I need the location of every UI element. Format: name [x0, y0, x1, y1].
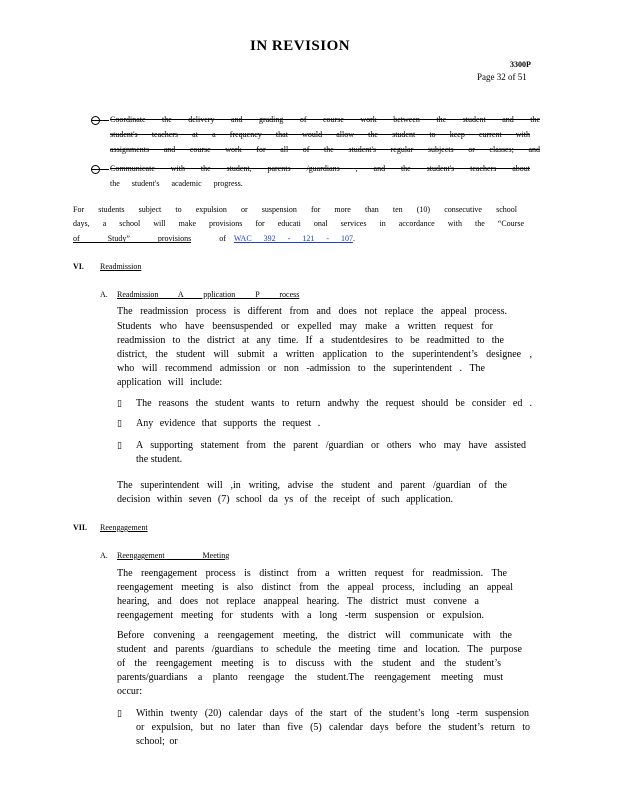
paragraph-line: Students who have beensuspended or expelled may make a written request for [117, 321, 493, 332]
list-item-text: the student. [136, 454, 183, 465]
line-prefix: of Study” provisions of [73, 234, 226, 243]
paragraph-line: parents/guardians a planto reengage the student.The reengagement meeting must [117, 672, 503, 683]
paragraph-line: application will include: [117, 377, 223, 388]
paragraph-line: The readmission process is different from and does not replace the appeal process. [117, 306, 507, 317]
paragraph-line: district, the student will submit a written application to the superintendent’s designee , [117, 349, 532, 360]
struck-line: student's teachers at a frequency that would allow the student to keep current with [110, 130, 530, 139]
struck-line: Coordinate the delivery and grading of course work between the student and the [110, 115, 540, 124]
struck-line: assignments and course work for all of the student's regular subjects or classes; and [110, 145, 540, 154]
line-suffix: . [353, 234, 355, 243]
subsection-letter: A. [100, 551, 108, 560]
subsection-heading: Reengagement Meeting [117, 551, 230, 560]
paragraph-line: occur: [117, 686, 142, 697]
paragraph-line: of the reengagement meeting is to discuss with the student and the student’s [117, 658, 501, 669]
paragraph-line: hearing, and does not replace anappeal hearing. The district must convene a [117, 596, 479, 607]
bullet-icon: ▯ [117, 708, 122, 718]
paragraph-line: Before convening a reengagement meeting, the district will communicate with the [117, 630, 512, 641]
paragraph-line: The reengagement process is distinct from a written request for readmission. The [117, 568, 507, 579]
paragraph-line: student and parents /guardians to schedule the meeting time and location. The purpose [117, 644, 522, 655]
list-item-text: Any evidence that supports the request . [136, 418, 321, 429]
paragraph-line: reengagement meeting for students with a long -term suspension or expulsion. [117, 610, 484, 621]
section-number: VII. [73, 523, 88, 532]
wac-link[interactable]: WAC 392 - 121 - 107 [233, 234, 353, 243]
list-item-text: school; or [136, 736, 178, 747]
bullet-icon: ▯ [117, 398, 122, 408]
list-item-text: A supporting statement from the parent /guardian or others who may have assisted [136, 440, 526, 451]
page-title: IN REVISION [250, 38, 351, 54]
paragraph-line: readmission to the district at any time. If a studentdesires to be readmitted to the [117, 335, 504, 346]
list-item-text: The reasons the student wants to return andwhy the request should be consider ed . [136, 398, 532, 409]
paragraph-line: decision within seven (7) school da ys of the receipt of such application. [117, 494, 453, 505]
strike-line [91, 120, 109, 121]
struck-line: the student's academic progress. [110, 179, 243, 188]
paragraph-line: The superintendent will ,in writing, advise the student and parent /guardian of the [117, 480, 507, 491]
struck-line: Communicate with the student, parents /guardians , and the student's teachers about [110, 164, 530, 173]
section-heading: Readmission [100, 262, 142, 271]
paragraph-line: days, a school will make provisions for educati onal services in accordance with the “Course [73, 219, 524, 228]
section-heading: Reengagement [100, 523, 148, 532]
bullet-icon: ▯ [117, 418, 122, 428]
strike-line [91, 169, 109, 170]
list-item-text: or expulsion, but no later than five (5) calendar days before the student’s return to [136, 722, 530, 733]
paragraph-line: reengagement meeting is also distinct from the appeal process, including an appeal [117, 582, 513, 593]
bullet-icon: ▯ [117, 440, 122, 450]
subsection-heading: Readmission A pplication P rocess [117, 290, 300, 299]
paragraph-line: For students subject to expulsion or suspension for more than ten (10) consecutive school [73, 205, 517, 214]
page-number: Page 32 of 51 [477, 72, 527, 82]
policy-code: 3300P [510, 60, 531, 69]
paragraph-line: who will recommend admission or non -admission to the superintendent . The [117, 363, 485, 374]
subsection-letter: A. [100, 290, 108, 299]
list-item-text: Within twenty (20) calendar days of the start of the student’s long -term suspension [136, 708, 529, 719]
section-number: VI. [73, 262, 84, 271]
strike-line [73, 242, 191, 243]
